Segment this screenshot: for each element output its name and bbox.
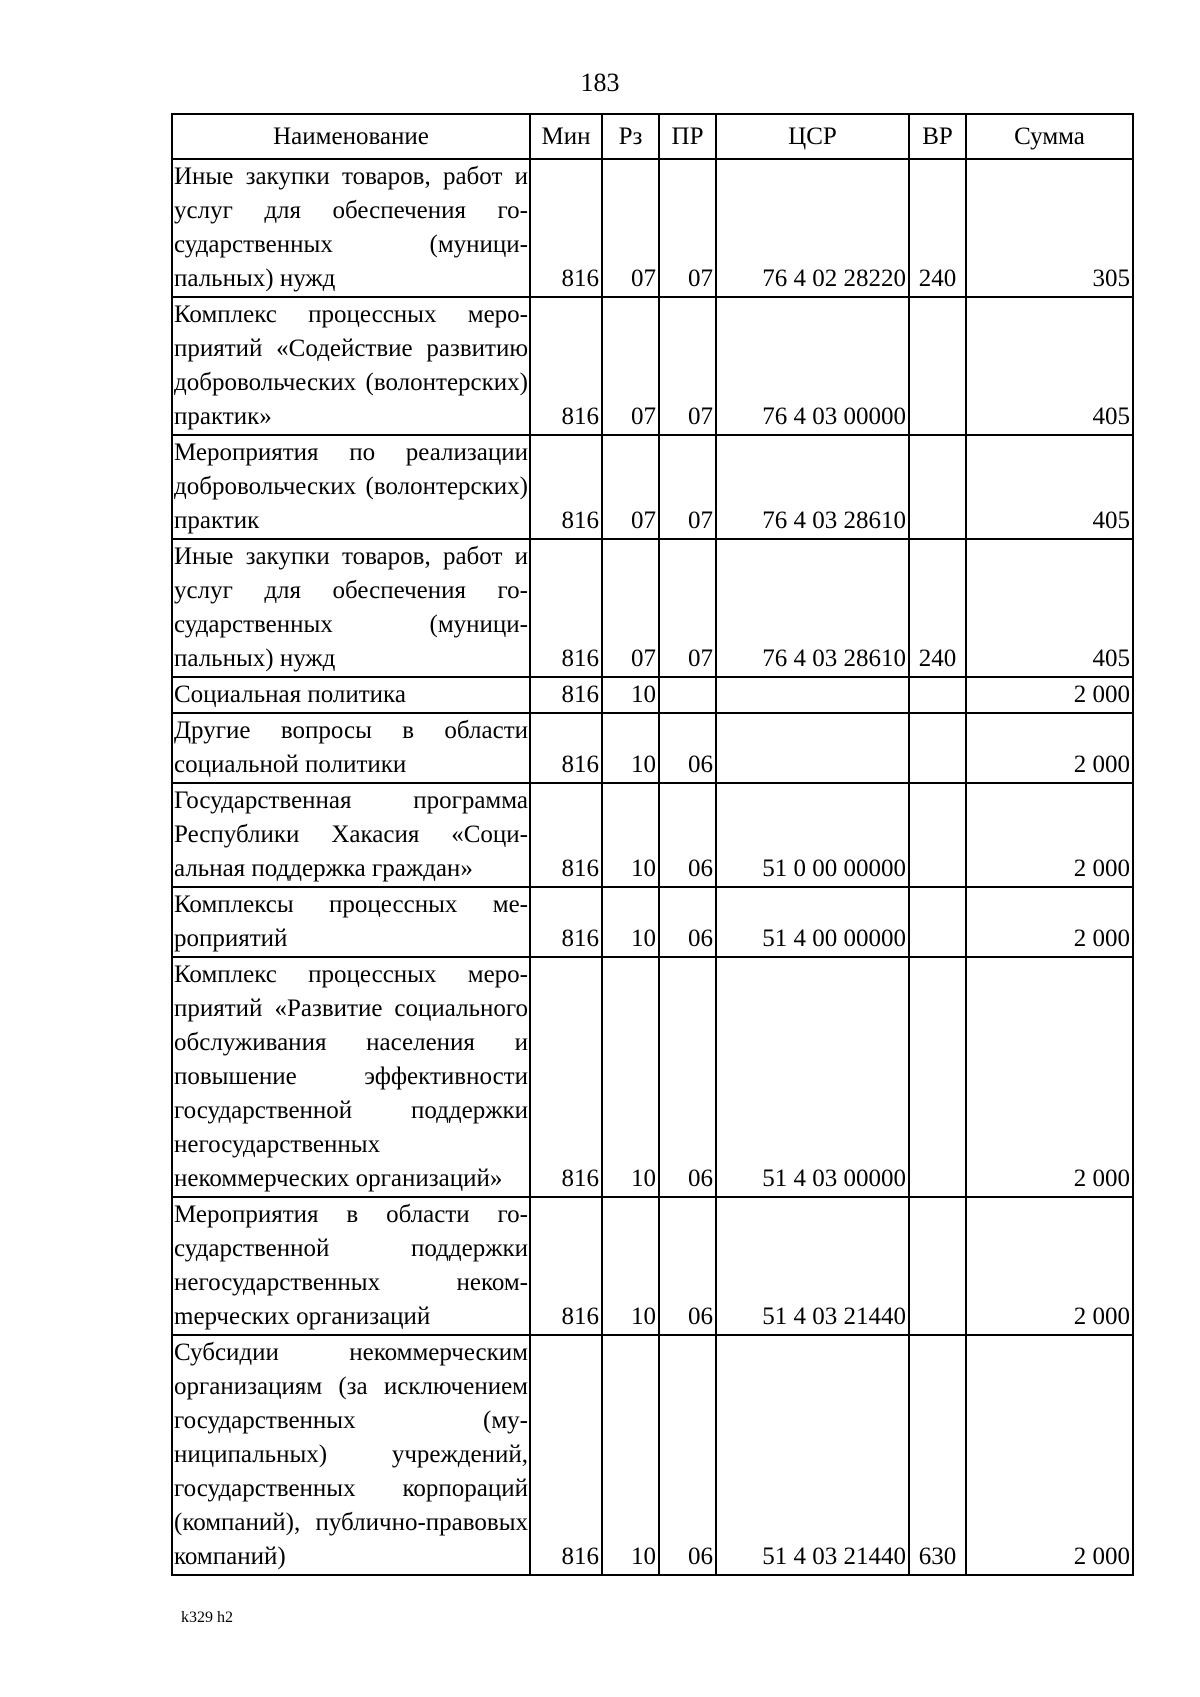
row-pr: 06 [659, 957, 716, 1197]
row-pr: 06 [659, 713, 716, 783]
row-pr: 06 [659, 887, 716, 957]
table-header-row [172, 114, 1133, 159]
table-row [172, 1197, 1133, 1335]
row-rz: 10 [602, 1335, 659, 1575]
row-vr: 240 [909, 159, 966, 297]
row-csr: 51 0 00 00000 [716, 783, 909, 887]
header-csr: ЦСР [716, 114, 909, 159]
row-name: Иные закупки товаров, работ и услуг для обеспечения государственных (муниципальных) нужд [172, 539, 530, 677]
row-pr: 06 [659, 1335, 716, 1575]
row-rz: 07 [602, 539, 659, 677]
row-sum: 305 [966, 159, 1133, 297]
row-vr [909, 297, 966, 435]
row-csr: 51 4 00 00000 [716, 887, 909, 957]
row-csr [716, 713, 909, 783]
row-csr: 76 4 03 00000 [716, 297, 909, 435]
row-vr: 630 [909, 1335, 966, 1575]
row-min: 816 [530, 887, 602, 957]
table-row [172, 887, 1133, 957]
row-sum: 405 [966, 297, 1133, 435]
row-csr: 51 4 03 00000 [716, 957, 909, 1197]
row-rz: 10 [602, 1197, 659, 1335]
row-rz: 10 [602, 713, 659, 783]
row-rz: 10 [602, 887, 659, 957]
row-rz: 07 [602, 159, 659, 297]
header-pr: ПР [659, 114, 716, 159]
row-min: 816 [530, 713, 602, 783]
table-row [172, 783, 1133, 887]
row-csr [716, 677, 909, 713]
row-vr: 240 [909, 539, 966, 677]
header-min: Мин [530, 114, 602, 159]
row-vr [909, 957, 966, 1197]
row-name: Социальная политика [172, 677, 530, 713]
row-pr: 07 [659, 297, 716, 435]
header-rz: Рз [602, 114, 659, 159]
header-sum: Сумма [966, 114, 1133, 159]
row-pr: 06 [659, 783, 716, 887]
row-rz: 10 [602, 677, 659, 713]
row-name: Государственная программа Республики Хакасия «Социальная поддержка граждан» [172, 783, 530, 887]
row-pr: 07 [659, 159, 716, 297]
row-vr [909, 435, 966, 539]
row-rz: 07 [602, 435, 659, 539]
row-vr [909, 677, 966, 713]
row-min: 816 [530, 957, 602, 1197]
row-name: Другие вопросы в области социальной политики [172, 713, 530, 783]
budget-table [171, 113, 1134, 1576]
row-csr: 76 4 03 28610 [716, 435, 909, 539]
row-pr [659, 677, 716, 713]
row-pr: 07 [659, 435, 716, 539]
row-vr [909, 1197, 966, 1335]
row-sum: 405 [966, 435, 1133, 539]
row-name: Комплекс процессных мероприятий «Развитие социального обслуживания населения и повышение эффективности государственной поддержки негосударственных некоммерческих организаций» [172, 957, 530, 1197]
row-min: 816 [530, 539, 602, 677]
row-rz: 07 [602, 297, 659, 435]
table-row [172, 159, 1133, 297]
row-csr: 76 4 03 28610 [716, 539, 909, 677]
table-row [172, 677, 1133, 713]
row-sum: 2 000 [966, 1335, 1133, 1575]
header-name: Наименование [172, 114, 530, 159]
row-name: Иные закупки товаров, работ и услуг для обеспечения государственных (муниципальных) нужд [172, 159, 530, 297]
page-number: 183 [580, 68, 620, 97]
row-name: Мероприятия в области государственной поддержки негосударственных некомmерческих организаций [172, 1197, 530, 1335]
table-row [172, 435, 1133, 539]
row-sum: 2 000 [966, 957, 1133, 1197]
row-sum: 405 [966, 539, 1133, 677]
row-name: Комплекс процессных мероприятий «Содействие развитию добровольческих (волонтерских) практик» [172, 297, 530, 435]
row-sum: 2 000 [966, 677, 1133, 713]
table-row [172, 539, 1133, 677]
row-sum: 2 000 [966, 887, 1133, 957]
row-min: 816 [530, 435, 602, 539]
row-name: Комплексы процессных мероприятий [172, 887, 530, 957]
table-body [172, 159, 1133, 1575]
row-rz: 10 [602, 783, 659, 887]
table-row [172, 957, 1133, 1197]
table-row [172, 297, 1133, 435]
table-row [172, 713, 1133, 783]
row-sum: 2 000 [966, 713, 1133, 783]
row-rz: 10 [602, 957, 659, 1197]
row-min: 816 [530, 159, 602, 297]
row-vr [909, 783, 966, 887]
row-min: 816 [530, 677, 602, 713]
row-csr: 51 4 03 21440 [716, 1197, 909, 1335]
table-row [172, 1335, 1133, 1575]
row-pr: 06 [659, 1197, 716, 1335]
row-name: Мероприятия по реализации добровольческих (волонтерских) практик [172, 435, 530, 539]
row-min: 816 [530, 1197, 602, 1335]
row-sum: 2 000 [966, 783, 1133, 887]
footer-document-code: k329 h2 [181, 1609, 233, 1626]
row-name: Субсидии некоммерческим организациям (за исключением государственных (муниципальных) учреждений, государственных корпораций (компаний), публично-правовых компаний) [172, 1335, 530, 1575]
row-vr [909, 713, 966, 783]
row-csr: 76 4 02 28220 [716, 159, 909, 297]
row-min: 816 [530, 783, 602, 887]
row-sum: 2 000 [966, 1197, 1133, 1335]
row-vr [909, 887, 966, 957]
row-min: 816 [530, 297, 602, 435]
row-min: 816 [530, 1335, 602, 1575]
header-vr: ВР [909, 114, 966, 159]
row-pr: 07 [659, 539, 716, 677]
row-csr: 51 4 03 21440 [716, 1335, 909, 1575]
